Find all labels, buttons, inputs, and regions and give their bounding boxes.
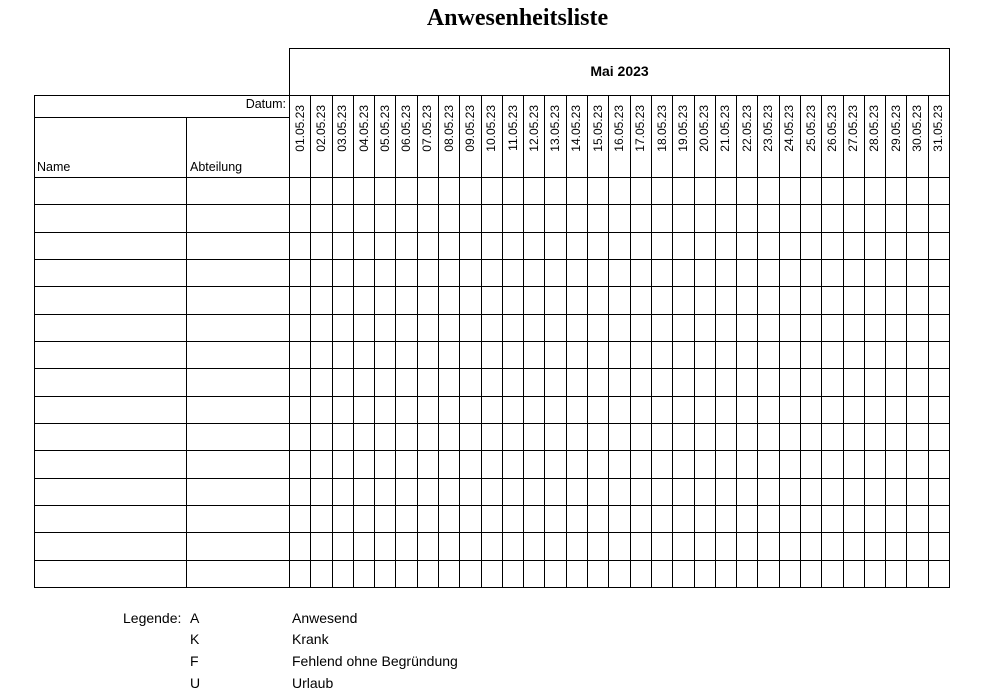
date-header-cell: 18.05.23 xyxy=(654,105,669,152)
date-header-cell: 02.05.23 xyxy=(313,105,328,152)
legend-label-fehlend: Fehlend ohne Begründung xyxy=(292,653,458,669)
grid-line-row xyxy=(34,314,950,315)
grid-line-day-column xyxy=(523,95,524,588)
grid-line-day-column xyxy=(608,95,609,588)
date-header-cell: 21.05.23 xyxy=(718,105,733,152)
grid-line-day-column xyxy=(906,95,907,588)
date-header-cell: 23.05.23 xyxy=(761,105,776,152)
grid-line-day-column xyxy=(694,95,695,588)
grid-line-day-column xyxy=(310,95,311,588)
grid-line-day-column xyxy=(651,95,652,588)
grid-line-row xyxy=(34,286,950,287)
grid-line-day-column xyxy=(821,95,822,588)
legend-title: Legende: xyxy=(123,610,182,626)
grid-line-day-column xyxy=(800,95,801,588)
date-header-cell: 25.05.23 xyxy=(803,105,818,152)
date-header-cell: 13.05.23 xyxy=(548,105,563,152)
grid-line-name-dept-divider xyxy=(186,117,187,588)
date-header-cell: 14.05.23 xyxy=(569,105,584,152)
datum-label: Datum: xyxy=(245,97,286,111)
grid-line-day-column xyxy=(843,95,844,588)
legend-code-krank: K xyxy=(190,631,200,647)
grid-line-day-column xyxy=(481,95,482,588)
grid-line-day-column xyxy=(757,95,758,588)
name-column-header: Name xyxy=(37,160,71,174)
grid-line-day-column xyxy=(353,95,354,588)
grid-line-row xyxy=(34,368,950,369)
date-header-cell: 30.05.23 xyxy=(910,105,925,152)
date-header-cell: 28.05.23 xyxy=(867,105,882,152)
grid-line-month-top xyxy=(289,48,950,49)
grid-line-day-column xyxy=(928,95,929,588)
grid-line-day-column xyxy=(736,95,737,588)
grid-line-day-column xyxy=(417,95,418,588)
legend-label-urlaub: Urlaub xyxy=(292,675,334,691)
grid-line-day-column xyxy=(864,95,865,588)
grid-line-day-column xyxy=(885,95,886,588)
date-header-cell: 19.05.23 xyxy=(675,105,690,152)
date-header-cell: 16.05.23 xyxy=(612,105,626,152)
date-header-cell: 06.05.23 xyxy=(399,105,414,152)
grid-line-row xyxy=(34,587,950,588)
grid-line-date-area-left xyxy=(289,48,290,588)
grid-line-row xyxy=(34,341,950,342)
department-column-header: Abteilung xyxy=(190,160,243,174)
date-header-cell: 09.05.23 xyxy=(462,105,477,152)
grid-line-row xyxy=(34,505,950,506)
legend xyxy=(0,610,600,695)
grid-line-datum-top xyxy=(34,95,950,96)
grid-line-row xyxy=(34,532,950,533)
grid-line-row xyxy=(34,560,950,561)
grid-line-day-column xyxy=(459,95,460,588)
grid-line-row xyxy=(34,232,950,233)
grid-line-row xyxy=(34,396,950,397)
page-title: Anwesenheitsliste xyxy=(426,5,609,31)
date-header-cell: 27.05.23 xyxy=(846,105,861,152)
date-header-cell: 01.05.23 xyxy=(292,105,307,152)
date-header-cell: 08.05.23 xyxy=(441,105,456,152)
grid-line-header-left xyxy=(34,117,289,118)
legend-code-urlaub: U xyxy=(190,675,201,691)
legend-label-krank: Krank xyxy=(292,631,329,647)
date-header-cell: 12.05.23 xyxy=(526,105,541,152)
grid-line-day-column xyxy=(672,95,673,588)
grid-line-day-column xyxy=(332,95,333,588)
date-header-cell: 26.05.23 xyxy=(824,105,839,152)
date-header-cell: 10.05.23 xyxy=(484,105,499,152)
grid-line-day-column xyxy=(438,95,439,588)
date-header-cell: 29.05.23 xyxy=(888,105,903,152)
date-header-cell: 04.05.23 xyxy=(356,105,371,152)
date-header-cell: 03.05.23 xyxy=(335,105,350,152)
grid-line-row xyxy=(34,450,950,451)
date-header-cell: 20.05.23 xyxy=(697,105,712,152)
date-header-cell: 11.05.23 xyxy=(505,105,520,151)
legend-code-anwesend: A xyxy=(190,610,200,626)
legend-code-fehlend: F xyxy=(190,653,199,669)
grid-line-day-column xyxy=(630,95,631,588)
month-header: Mai 2023 xyxy=(590,63,649,79)
grid-line-row xyxy=(34,259,950,260)
grid-line-left-border xyxy=(34,95,35,588)
grid-line-right-border xyxy=(949,48,950,588)
date-header-cell: 22.05.23 xyxy=(739,105,754,152)
grid-line-day-column xyxy=(374,95,375,588)
grid-line-day-column xyxy=(502,95,503,588)
date-header-cell: 15.05.23 xyxy=(590,105,605,152)
date-header-cell: 17.05.23 xyxy=(633,105,648,152)
grid-line-day-column xyxy=(544,95,545,588)
date-header-cell: 05.05.23 xyxy=(377,105,392,152)
grid-line-day-column xyxy=(715,95,716,588)
grid-line-day-column xyxy=(566,95,567,588)
legend-label-anwesend: Anwesend xyxy=(292,610,358,626)
grid-line-row xyxy=(34,204,950,205)
date-header-cell: 31.05.23 xyxy=(931,105,946,152)
grid-line-day-column xyxy=(587,95,588,588)
grid-line-day-column xyxy=(779,95,780,588)
grid-line-row xyxy=(34,478,950,479)
grid-line-row xyxy=(34,423,950,424)
grid-line-day-column xyxy=(395,95,396,588)
date-header-cell: 24.05.23 xyxy=(782,105,797,152)
grid-line-row xyxy=(34,177,950,178)
date-header-cell: 07.05.23 xyxy=(420,105,435,152)
